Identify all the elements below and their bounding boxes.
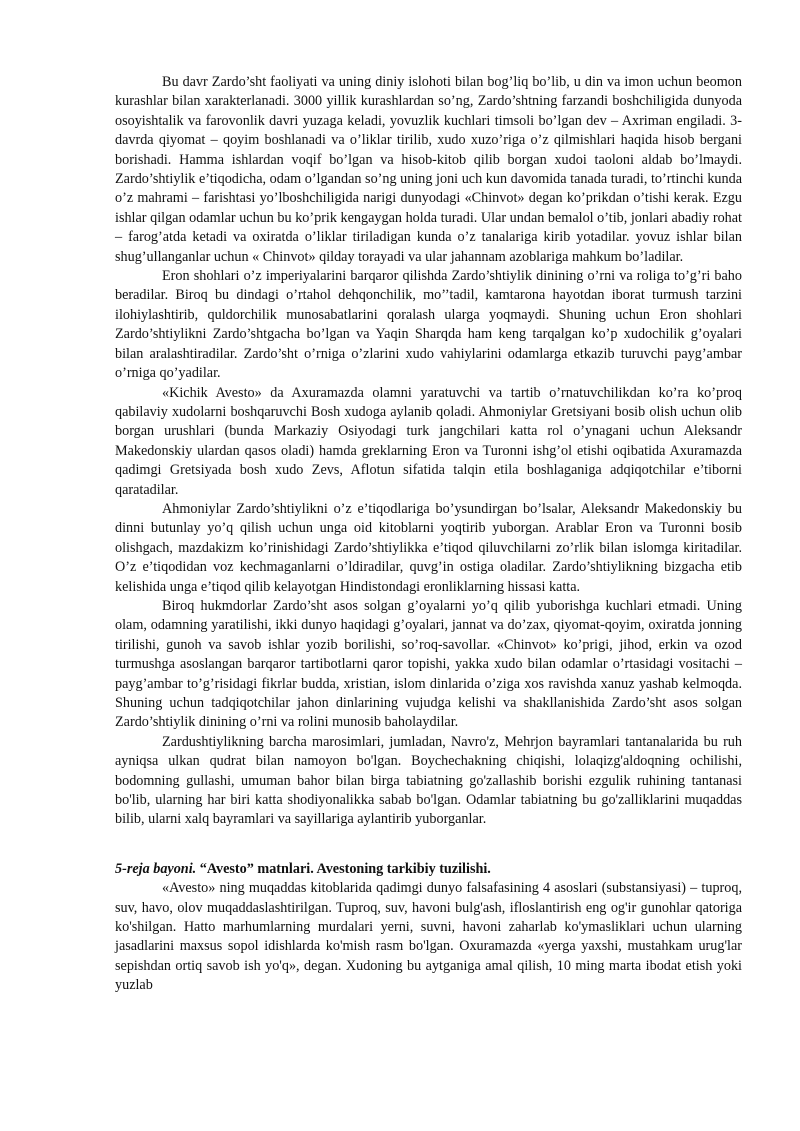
paragraph-4: Ahmoniylar Zardo’shtiylikni o’z e’tiqodlariga bo’ysundirgan bo’lsalar, Aleksandr Makedonskiy bu dinni butunlay yo’q qilish uchun unga oid kitoblarni yoqtirib yuborgan. Arablar Eron va Turonni bosib olishgach, mazdakizm ko’rinishidagi Zardo’shtiylikka e’tiqod qiluvchilarni zo’rlik bilan islomga kiritadilar. O’z e’tiqodidan voz kechmaganlarni o’ldiradilar, quvg’in ostiga oladilar. Zardo’shtiylikning bizgacha etib kelishida unga e’tiqod qilib kelayotgan Hindistondagi eronliklarning hissasi katta.: [115, 500, 742, 595]
section-plan-label: 5-reja bayoni.: [115, 860, 197, 877]
paragraph-5: Biroq hukmdorlar Zardo’sht asos solgan g’oyalarni yo’q qilib yuborishga kuchlari etmadi. Uning olam, odamning yaratilishi, ikki dunyo haqidagi g’oyalari, jannat va do’zax, qiyomat-qoyim, oxiratda jonning tirilishi, gunoh va savob ishlar yozib borilishi, so’roq-savollar. «Chinvot» ko’prigi, jihod, erkin va ozod turmushga asoslangan barqaror tartibotlarni qaror topishi, yakka xudo bilan odamlar o’rtasidagi vositachi – payg’ambar to’g’risidagi fikrlar budda, xristian, islom dinlarida o’ziga xos ravishda xanuz yashab kelmoqda. Shuning uchun tadqiqotchilar jahon dinlarining vujudga kelishi va shakllanishida Zardo’sht asos solgan Zardo’shtiylik dinining o’rni va rolini munosib baholaydilar.: [115, 597, 742, 731]
paragraph-6: Zardushtiylikning barcha marosimlari, jumladan, Navro'z, Mehrjon bayramlari tantanalarida bu ruh ayniqsa ulkan qudrat bilan namoyon bo'lgan. Boychechakning chiqishi, lolaqizg'aldoqning ochilishi, bodomning gullashi, umuman bahor bilan birga tabiatning go'zallashib borishi ezgulik ruhining tantanasi bo'lib, ularning har biri katta shodiyonalikka sabab bo'lgan. Odamlar tabiatning bu go'zalliklarini muqaddas bilib, ularni xalq bayramlari va sayillariga aylantirib yuborganlar.: [115, 733, 742, 828]
section-title: “Avesto” matnlari. Avestoning tarkibiy tuzilishi.: [196, 860, 491, 877]
section-heading: [115, 860, 742, 879]
paragraph-3: «Kichik Avesto» da Axuramazda olamni yaratuvchi va tartib o’rnatuvchilikdan ko’ra ko’proq qabilaviy xudolarni boshqaruvchi Bosh xudoga aylanib qoladi. Ahmoniylar Gretsiyani bosib olish uchun olib borgan urushlari (bunda Markaziy Osiyodagi turk jangchilari katta rol o’ynagani uchun Aleksandr Makedonskiy ulardan qasos oladi) hamda greklarning Eron va Turonni ishg’ol etishi oqibatida Axuramazda qadimgi Gretsiyada bosh xudo Zevs, Aflotun sifatida talqin etila boshlaganiga adqiqotchilar e’tiborni qaratadilar.: [115, 384, 742, 498]
paragraph-1: Bu davr Zardo’sht faoliyati va uning diniy islohoti bilan bog’liq bo’lib, u din va imon uchun beomon kurashlar bilan xarakterlanadi. 3000 yillik kurashlardan so’ng, Zardo’shtning farzandi boshchiligida dunyoda osoyishtalik va farovonlik davri yuzaga keladi, yovuzlik kuchlari timsoli bo’lgan dev – Axriman engiladi. 3- davrda qiyomat – qoyim boshlanadi va o’liklar tirilib, xudo xuzo’riga o’z qilmishlari haqida hisob bergani borishadi. Hamma ishlardan voqif bo’lgan va hisob-kitob qilib borgan xudoi taoloni aldab bo’lmaydi. Zardo’shtiylik e’tiqodicha, odam o’lgandan so’ng uning joni uch kun davomida tanada turadi, to’rtinchi kunda o’z mahrami – farishtasi yo’lboshchiligida narigi dunyodagi «Chinvot» degan ko’prikdan o’tishi kerak. Ezgu ishlar qilgan odamlar uchun bu ko’prik kengaygan holda turadi. Ular undan bemalol o’tib, jonlari abadiy rohat – farog’atda ketadi va oxiratda o’liklar tiriladigan kunda o’z tanalariga kirib yotadilar. yovuz ishlar bilan shug’ullanganlar uchun « Chinvot» qilday torayadi va ular jahannam azoblariga mahkum bo’ladilar.: [115, 74, 742, 265]
document-page: [115, 73, 742, 996]
section-paragraph-1: «Avesto» ning muqaddas kitoblarida qadimgi dunyo falsafasining 4 asoslari (substansiyasi) – tuproq, suv, havo, olov muqaddaslashtirilgan. Tuproq, suv, havoni bulg'ash, ifloslantirish eng og'ir gunohlar qatoriga ko'shilgan. Hatto marhumlarning murdalari yerni, suvni, havoni zaharlab ko'ymasliklari uchun ularning jasadlarini maxsus sopol idishlarda ko'mish rasm bo'lgan. Oxuramazda «yerga yaxshi, mustahkam urug'lar sepishdan ortiq savob ish yo'q», degan. Xudoning bu aytganiga amal qilish, 10 ming marta ibodat etish yoki yuzlab: [115, 880, 742, 994]
paragraph-2: Eron shohlari o’z imperiyalarini barqaror qilishda Zardo’shtiylik dinining o’rni va roliga to’g’ri baho beradilar. Biroq bu dindagi o’rtahol dehqonchilik, mo’’tadil, kamtarona hayotdan iborat turmush tarzini ilohiylashtirib, quldorchilik munosabatlarini qoralash ularga yoqmaydi. Shuning uchun Eron shohlari Zardo’shtiylikni Zardo’shtgacha bo’lgan va Yaqin Sharqda ham keng tarqalgan ko’p xudochilik g’oyalari bilan aralashtiradilar. Zardo’sht o’rniga o’zlarini xudo vahiylarini odamlarga etkazib turuvchi payg’ambar o’rniga qo’yadilar.: [115, 268, 742, 382]
